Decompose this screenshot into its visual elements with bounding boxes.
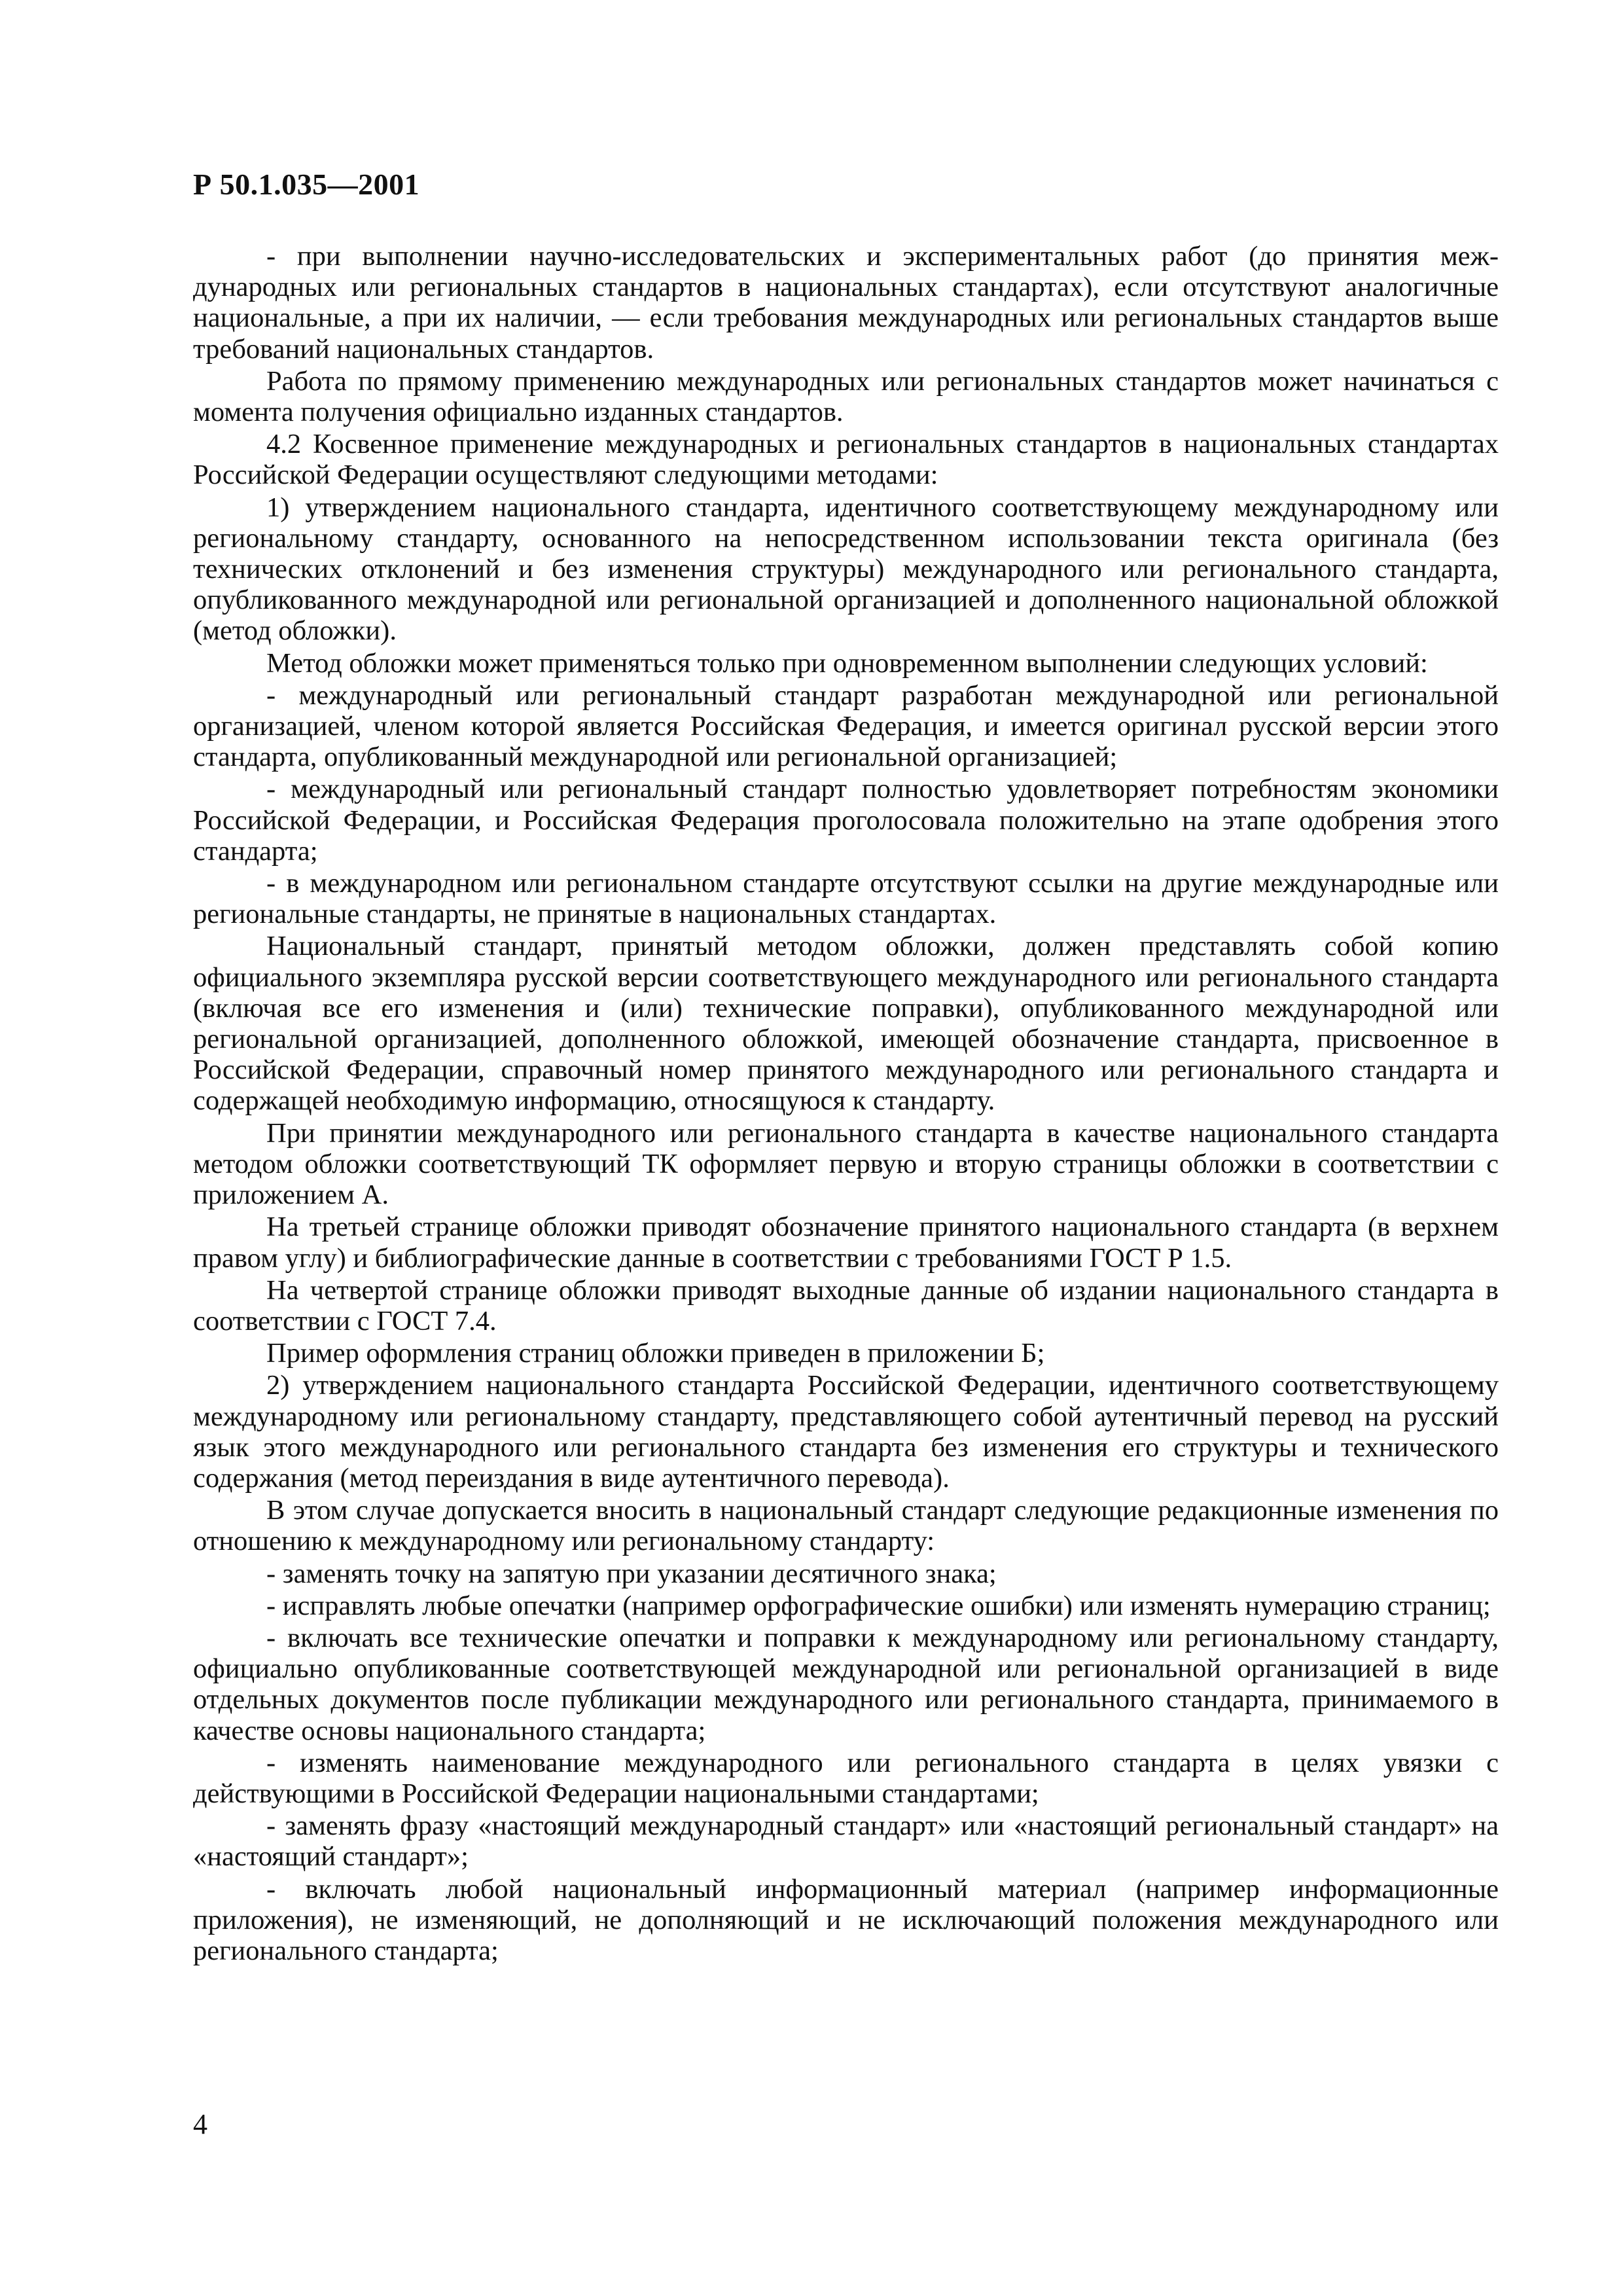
paragraph-national-standard-copy: Национальный стандарт, принятый методом обложки, должен представлять собой копию официального экземпляра русской версии соответствующего международного или регионального стандарта (включая все его изменения и (или) технические поправки), опубликованного международной или региональной организацией, дополненного обложкой, имеющей обозначение стандарта, присвоенное в Российской Федерации, справочный номер принятого международного или регионального стандарта и содержащей необходимую информацию, относящуюся к стандарту. (193, 931, 1499, 1117)
list-item-change-title: - изменять наименование международного или регионального стандарта в целях увязки с действующими в Российской Федерации национальными стандартами; (193, 1747, 1499, 1809)
paragraph-cover-method-conditions: Метод обложки может применяться только при одновременном выполнении следующих условий: (266, 647, 1428, 679)
list-item-national-material: - включать любой национальный информационный материал (например информационные приложения), не изменяющий, не дополняющий и не исключающий положения международного или регионального стандарта; (193, 1873, 1499, 1966)
paragraph-adoption-appendix-a: При принятии международного или регионального стандарта в качестве национального стандарта методом обложки соответствующий ТК оформляет первую и вторую страницы обложки в соответствии с приложением А. (193, 1117, 1499, 1211)
document-code-header: Р 50.1.035—2001 (193, 168, 420, 201)
paragraph-method-2-translation: 2) утверждением национального стандарта Российской Федерации, идентичного соответствующему международному или региональному стандарту, представляющего собой аутентичный перевод на русский язык этого международного или регионального стандарта без изменения его структуры и технического содержания (метод переиздания в виде аутентичного перевода). (193, 1370, 1499, 1494)
list-item-condition-member-organization: - международный или региональный стандарт разработан международной или региональной организацией, членом которой является Российская Федерация, и имеется оригинал русской версии этого стандарта, опубликованный международной или региональной организацией; (193, 679, 1499, 773)
paragraph-direct-application-start: Работа по прямому применению международных или региональных стандартов может начинаться с момента получения официально изданных стандартов. (193, 365, 1499, 428)
list-item-fix-misprints: - исправлять любые опечатки (например орфографические ошибки) или изменять нумерацию страниц; (266, 1590, 1491, 1621)
document-body (193, 241, 1499, 1967)
page-number: 4 (193, 2108, 207, 2140)
list-item-condition-needs-satisfied: - международный или региональный стандарт полностью удовлетворяет потребностям экономики Российской Федерации, и Российская Федерация проголосовала положительно на этапе одобрения этого стандарта; (193, 774, 1499, 867)
paragraph-section-4-2: 4.2 Косвенное применение международных и региональных стандартов в национальных стандартах Российской Федерации осуществляют следующими методами: (193, 429, 1499, 491)
paragraph-cover-example-appendix-b: Пример оформления страниц обложки приведен в приложении Б; (266, 1338, 1045, 1369)
list-item-decimal-sign: - заменять точку на запятую при указании десятичного знака; (266, 1558, 997, 1589)
list-item-include-corrections: - включать все технические опечатки и поправки к международному или региональному стандарту, официально опубликованные соответствующей международной или региональной организацией в виде отдельных документов после публикации международного или регионального стандарта, принимаемого в качестве основы национального стандарта; (193, 1622, 1499, 1746)
paragraph-fourth-cover-page: На четвертой странице обложки приводят выходные данные об издании национального стандарта в соответствии с ГОСТ 7.4. (193, 1274, 1499, 1336)
paragraph-method-1-cover: 1) утверждением национального стандарта, идентичного соответствующему международному или региональному стандарту, основанного на непосредственном использовании текста оригинала (без технических отклонений и без изменения структуры) международного или регионального стандарта, опубликованного международной или региональной организацией и дополненного национальной обложкой (метод обложки). (193, 492, 1499, 647)
list-item-replace-phrase: - заменять фразу «настоящий международный стандарт» или «настоящий региональный стандарт» на «настоящий стандарт»; (193, 1810, 1499, 1873)
paragraph-research-work: - при выполнении научно-исследовательских и экспериментальных работ (до принятия международных или региональных стандартов в национальных стандартах), если отсутствуют аналогичные национальные, а при их наличии, — если требования международных или региональных стандартов выше требований национальных стандартов. (193, 241, 1499, 365)
paragraph-third-cover-page: На третьей странице обложки приводят обозначение принятого национального стандарта (в верхнем правом углу) и библиографические данные в соответствии с требованиями ГОСТ Р 1.5. (193, 1211, 1499, 1274)
list-item-condition-no-references: - в международном или региональном стандарте отсутствуют ссылки на другие международные или региональные стандарты, не принятые в национальных стандартах. (193, 868, 1499, 930)
paragraph-editorial-changes-intro: В этом случае допускается вносить в национальный стандарт следующие редакционные изменения по отношению к международному или региональному стандарту: (193, 1495, 1499, 1557)
